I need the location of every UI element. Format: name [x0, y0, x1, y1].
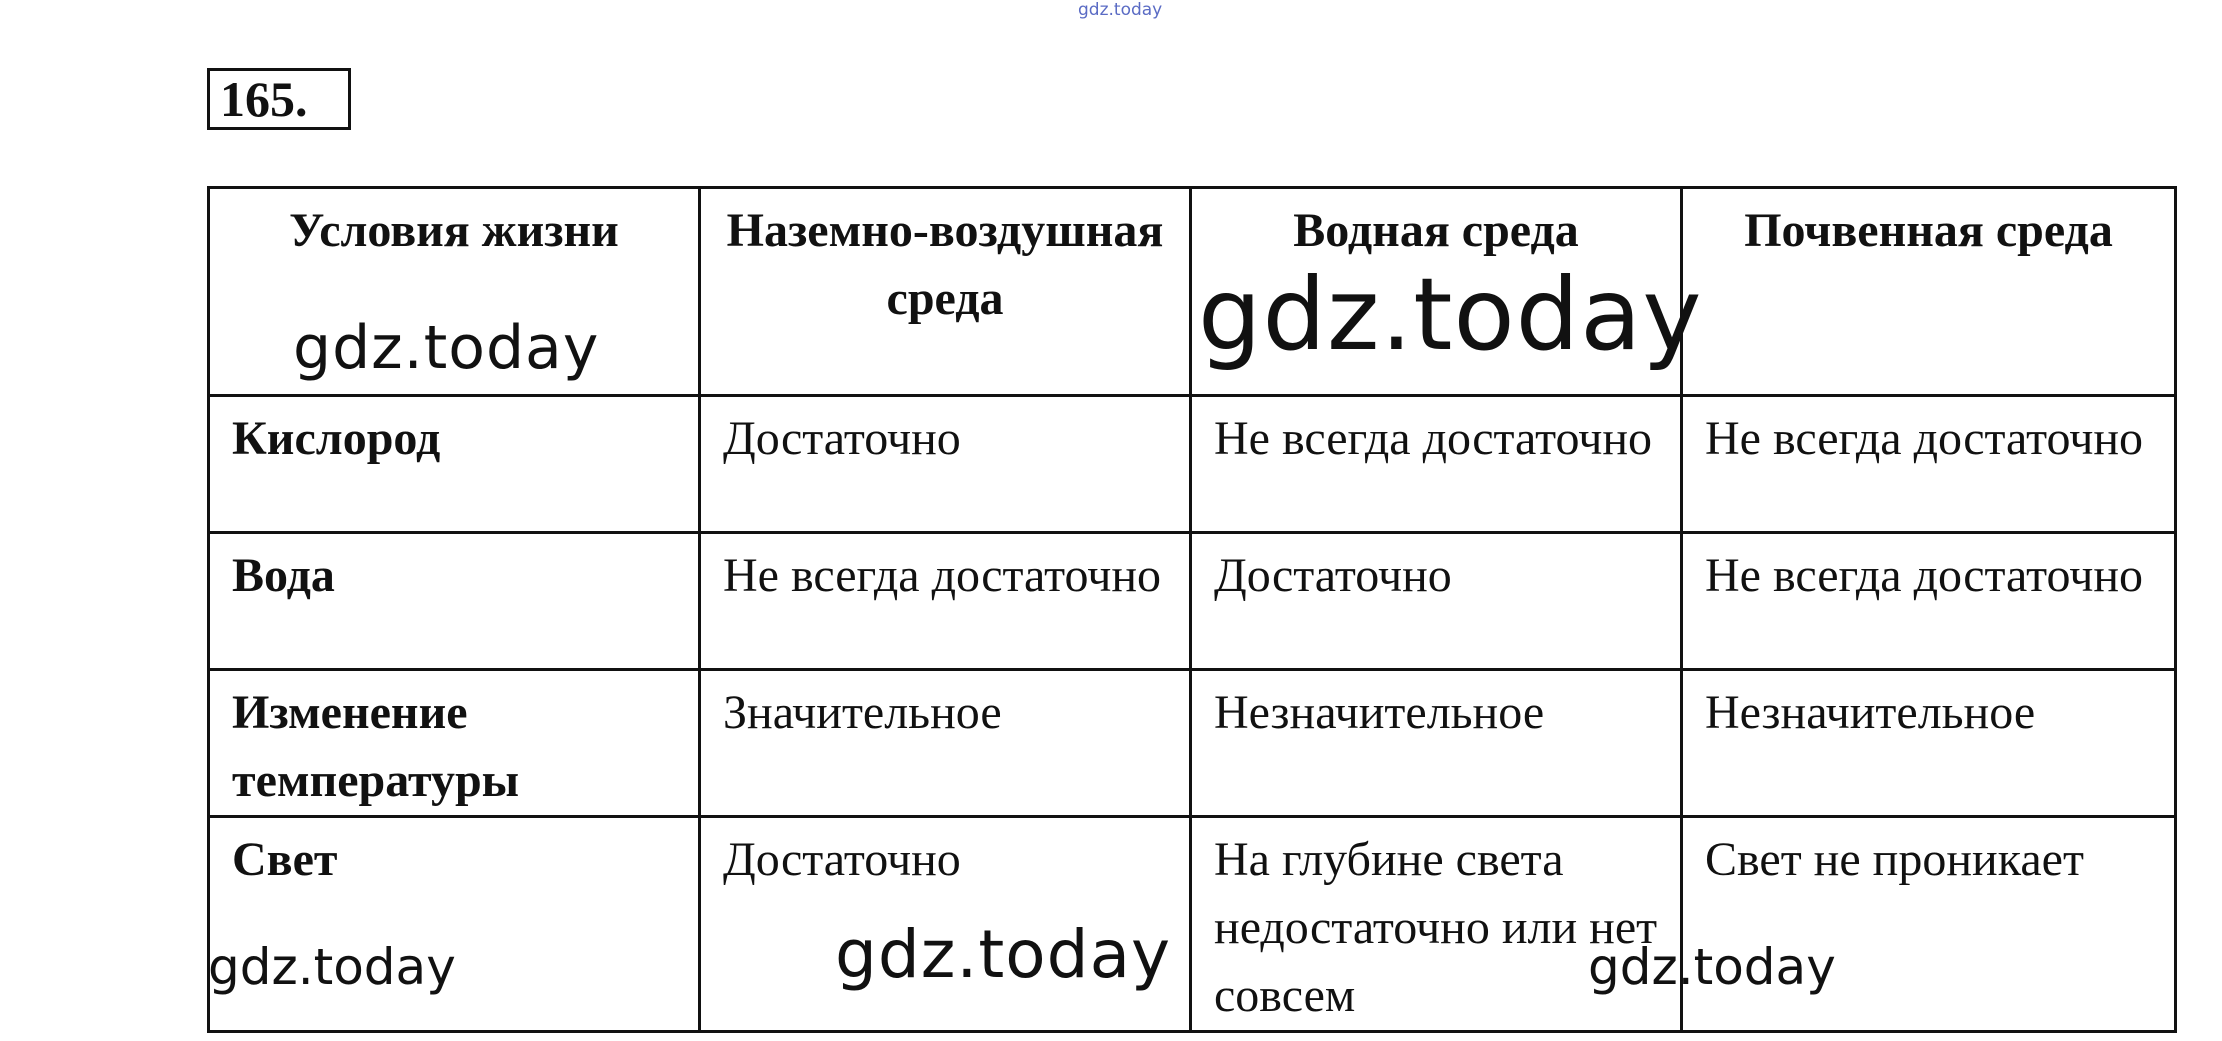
header-soil: Почвенная среда: [1682, 188, 2176, 396]
table-cell: Свет не проникает: [1682, 817, 2176, 1032]
table-cell: Не всегда достаточно: [700, 533, 1191, 670]
watermark: gdz.today: [1588, 938, 1836, 996]
table-row: [209, 670, 2176, 817]
header-ground-air: Наземно-воздушная среда: [700, 188, 1191, 396]
watermark: gdz.today: [1198, 256, 1703, 373]
watermark: gdz.today: [293, 313, 600, 383]
header-water: Водная среда: [1191, 188, 1682, 396]
row-label-light: Свет: [209, 817, 700, 1032]
table-row: [209, 533, 2176, 670]
table-row: [209, 396, 2176, 533]
watermark: gdz.today: [208, 938, 456, 996]
watermark: gdz.today: [835, 916, 1172, 993]
task-number: 165.: [207, 68, 351, 130]
table-cell: На глубине света недостаточно или нет совсем: [1191, 817, 1682, 1032]
row-label-water: Вода: [209, 533, 700, 670]
table-cell: Не всегда достаточно: [1682, 396, 2176, 533]
table-cell: Незначительное: [1191, 670, 1682, 817]
table-cell: Достаточно: [1191, 533, 1682, 670]
header-conditions: Условия жизни: [209, 188, 700, 396]
table-cell: Не всегда достаточно: [1682, 533, 2176, 670]
table-cell: Значительное: [700, 670, 1191, 817]
table-row: [209, 817, 2176, 1032]
table-cell: Достаточно: [700, 396, 1191, 533]
row-label-temperature: Изменение температуры: [209, 670, 700, 817]
table-cell: Достаточно: [700, 817, 1191, 1032]
table-cell: Не всегда достаточно: [1191, 396, 1682, 533]
watermark-top: gdz.today: [1078, 0, 1163, 20]
row-label-oxygen: Кислород: [209, 396, 700, 533]
table-cell: Незначительное: [1682, 670, 2176, 817]
